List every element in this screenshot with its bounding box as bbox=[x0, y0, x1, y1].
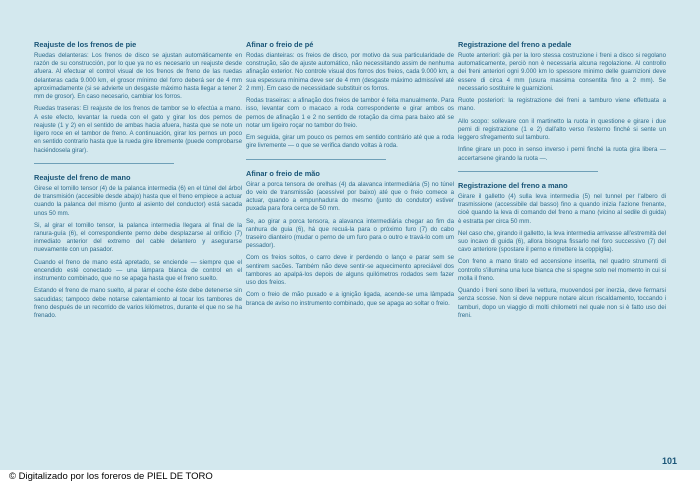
paragraph: Con freno a mano tirato ed accensione inserita, nel quadro strumenti di controllo s'illumina una luce bianca che si spegne solo nel momento in cui si molla il freno. bbox=[458, 258, 666, 282]
column-portuguese bbox=[246, 40, 454, 316]
section-heading: Registrazione del freno a pedale bbox=[458, 40, 572, 49]
divider bbox=[34, 163, 174, 164]
divider bbox=[458, 171, 598, 172]
section-heading: Afinar o freio de mão bbox=[246, 168, 320, 178]
paragraph: Ruote posteriori: la registrazione dei freni a tamburo viene effettuata a mano. bbox=[458, 97, 666, 113]
page-number: 101 bbox=[662, 456, 678, 466]
section-heading: Registrazione del freno a mano bbox=[458, 180, 568, 190]
paragraph: Nel caso che, girando il galletto, la leva intermedia arrivasse all'estremità del suo incavo di guida (6), allora bisogna fissarlo nel foro successivo (7) del cavo anteriore (spostare il perno e rimettere la coppiglia). bbox=[458, 229, 666, 254]
section-foot-brake-it bbox=[458, 40, 666, 163]
paragraph: Com o freio de mão puxado e a ignição ligada, acende-se uma lâmpada branca de aviso no instrumento combinado, que se apaga ao soltar o freio. bbox=[246, 291, 454, 307]
paragraph: Ruote anteriori: già per la loro stessa costruzione i freni a disco si regolano automaticamente, perciò non è necessaria alcuna regolazione. Al controllo dei freni anteriori ogni 9.000 km lo spessore minimo delle guarnizioni deve essere di circa 4 mm (usura massima consentita fino a 2 mm). Se necessario sostituire le guarnizioni. bbox=[458, 52, 666, 92]
paragraph: Rodas traseiras: a afinação dos freios de tambor é feita manualmente. Para isso, levantar com o macaco a roda correspondente e girar ambos os pernos de afinação 1 e 2 no sentido de rotação da cima para baixo até se notar um ligeiro roçar no tambor do freio. bbox=[246, 97, 454, 129]
paragraph: Girar a porca tensora de orelhas (4) da alavanca intermediária (5) no túnel do veio de transmissão (acessível por baixo) até que o freio comece a actuar, quando a empunhadura do mesmo (junto do condutor) estiver puxada para fora cerca de 50 mm. bbox=[246, 180, 454, 213]
divider bbox=[246, 159, 386, 160]
section-foot-brake-pt bbox=[246, 40, 454, 151]
paragraph: Girese el tornillo tensor (4) de la palanca intermedia (6) en el túnel del árbol de transmisión (accesible desde abajo) hasta que el freno empiece a actuar cuando la palanca del mismo (junto al asiento del conductor) está sacada unos 50 mm. bbox=[34, 184, 242, 217]
column-italian bbox=[458, 40, 666, 328]
section-hand-brake-pt bbox=[246, 169, 454, 308]
paragraph: Se, ao girar a porca tensora, a alavanca intermediária chegar ao fim da ranhura de guia (6), há que recuá-la para o próximo furo (7) do cabo traseiro dianteiro (mudar o perno de um furo para o outro e travá-lo com um pessador). bbox=[246, 217, 454, 250]
paragraph: Cuando el freno de mano está apretado, se enciende — siempre que el encendido esté conectado — una lámpara blanca de control en el instrumento combinado, que no se apaga hasta que el freno suelto. bbox=[34, 258, 242, 283]
section-hand-brake-es bbox=[34, 173, 242, 321]
paragraph: Ruedas delanteras: Los frenos de disco se ajustan automáticamente en razón de su construcción, por lo que ya no es necesario un reajuste desde afuera. Al efectuar el control visual de los frenos de freno de las ruedas delanteras cada 9.000 km, el grosor mínimo del forro deberá ser de 4 mm aproximadamente (si se advierte un desgaste máximo hasta llegar a tener 2 mm de grosor). En caso necesario, cambiar los forros. bbox=[34, 52, 242, 101]
paragraph: Allo scopo: sollevare con il martinetto la ruota in questione e girare i due perni di registrazione (1 e 2) dall'alto verso l'esterno finché si sente un leggero sfregamento sul tamburo. bbox=[458, 117, 666, 142]
footer-credit: © Digitalizado por los foreros de PIEL DE TORO bbox=[9, 471, 213, 482]
section-hand-brake-it bbox=[458, 181, 666, 320]
section-foot-brake-es bbox=[34, 40, 242, 155]
paragraph: Girare il galletto (4) sulla leva intermedia (5) nel tunnel per l'albero di trasmissione (accessibile dal basso) fino a quando inizia l'azione frenante, cioè quando la leva di comando del freno a mano (vicino al sedile di guida) è estratta per circa 50 mm. bbox=[458, 192, 666, 225]
paragraph: Com os freios soltos, o carro deve ir perdendo o lanço e parar sem se sentirem sacões. Também não deve sentir-se aquecimento apreciável dos tambores ao apalpá-los depois de alguns quilómetros rodados sem fazer uso dos freios. bbox=[246, 254, 454, 287]
section-heading: Afinar o freio de pé bbox=[246, 40, 314, 49]
paragraph: Ruedas traseras: El reajuste de los frenos de tambor se lo efectúa a mano. A este efecto, levantar la rueda con el gato y girar los dos pernos de reajuste (1 y 2) en el sentido de ambas hacia afuera, hasta que se note un ligero roce en el tambor de freno. A continuación, girar los pernos un poco en sentido contrario hasta que la rueda gire libremente (puede comprobarse haciéndosela girar). bbox=[34, 105, 242, 154]
paragraph: Rodas dianteiras: os freios de disco, por motivo da sua particularidade de construção, são de ajuste automático, não necessitando assim de nenhuma afinação exterior. No controle visual dos forros dos freios, cada 9.000 km, a sua espessura mínima deve ser de 4 mm (desgaste máximo admissível até 2 mm). Em caso de necessidade substituir os forros. bbox=[246, 52, 454, 92]
paragraph: Em seguida, girar um pouco os pernos em sentido contrário até que a roda gire livremente — o que se verifica dando voltas à roda. bbox=[246, 134, 454, 150]
section-heading: Reajuste del freno de mano bbox=[34, 172, 131, 182]
section-heading: Reajuste de los frenos de pie bbox=[34, 40, 137, 49]
paragraph: Estando el freno de mano suelto, al parar el coche éste debe detenerse sin sacudidas; tampoco debe notarse calentamiento al tocar los tambores de freno después de un recorrido de varios kilómetros, durante el que no se ha frenado. bbox=[34, 287, 242, 320]
paragraph: Infine girare un poco in senso inverso i perni finché la ruota gira libera — accertarsene girando la ruota —. bbox=[458, 146, 666, 162]
column-spanish bbox=[34, 40, 242, 328]
paragraph: Quando i freni sono liberi la vettura, muovendosi per inerzia, deve fermarsi senza scosse. Non si deve neppure notare alcun riscaldamento, toccando i tamburi, dopo un viaggio di molti chilometri nel quale non si è fatto uso dei freni. bbox=[458, 287, 666, 319]
paragraph: Si, al girar el tornillo tensor, la palanca intermedia llegara al final de la ranura-guía (6), el correspondiente perno debe desplazarse al orificio (7) inmediato anterior del extremo del cable delantero y asegurarse nuevamente con un pasador. bbox=[34, 221, 242, 254]
